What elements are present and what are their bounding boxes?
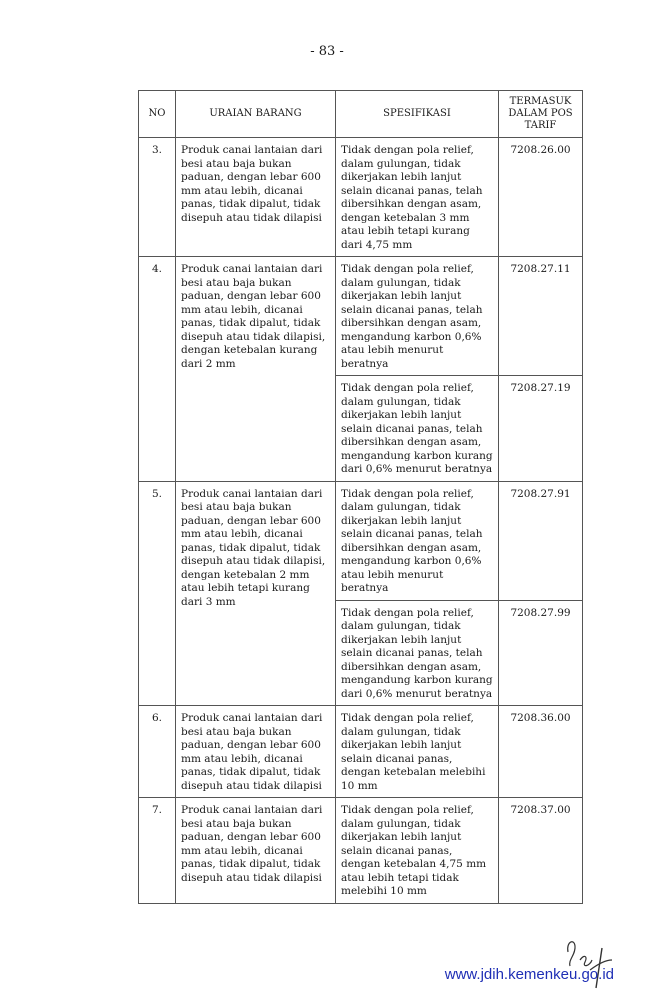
header-no: NO bbox=[139, 91, 176, 138]
table-header-row bbox=[139, 91, 583, 138]
pos-tarif-cell: 7208.26.00 bbox=[499, 138, 583, 257]
row-number: 5. bbox=[139, 481, 176, 706]
spesifikasi-cell: Tidak dengan pola relief, dalam gulungan, tidak dikerjakan lebih lanjut selain dicanai panas, telah dibersihkan dengan asam, dengan ketebalan 3 mm atau lebih tetapi kurang dari 4,75 mm bbox=[336, 138, 499, 257]
uraian-barang-cell: Produk canai lantaian dari besi atau baja bukan paduan, dengan lebar 600 mm atau lebih, dicanai panas, tidak dipalut, tidak disepuh atau tidak dilapisi bbox=[176, 138, 336, 257]
table-row bbox=[139, 798, 583, 904]
spesifikasi-cell: Tidak dengan pola relief, dalam gulungan, tidak dikerjakan lebih lanjut selain dicanai panas, telah dibersihkan dengan asam, mengandung karbon kurang dari 0,6% menurut beratnya bbox=[336, 600, 499, 706]
header-uraian-barang: URAIAN BARANG bbox=[176, 91, 336, 138]
pos-tarif-cell: 7208.37.00 bbox=[499, 798, 583, 904]
uraian-barang-cell: Produk canai lantaian dari besi atau baja bukan paduan, dengan lebar 600 mm atau lebih, dicanai panas, tidak dipalut, tidak disepuh atau tidak dilapisi, dengan ketebalan 2 mm atau lebih tetapi kurang dari 3 mm bbox=[176, 481, 336, 706]
spesifikasi-cell: Tidak dengan pola relief, dalam gulungan, tidak dikerjakan lebih lanjut selain dicanai panas, dengan ketebalan melebihi 10 mm bbox=[336, 706, 499, 798]
pos-tarif-cell: 7208.27.19 bbox=[499, 376, 583, 482]
pos-tarif-cell: 7208.27.91 bbox=[499, 481, 583, 600]
spesifikasi-cell: Tidak dengan pola relief, dalam gulungan, tidak dikerjakan lebih lanjut selain dicanai panas, telah dibersihkan dengan asam, mengandung karbon kurang dari 0,6% menurut beratnya bbox=[336, 376, 499, 482]
spesifikasi-cell: Tidak dengan pola relief, dalam gulungan, tidak dikerjakan lebih lanjut selain dicanai panas, telah dibersihkan dengan asam, mengandung karbon 0,6% atau lebih menurut beratnya bbox=[336, 257, 499, 376]
pos-tarif-cell: 7208.27.99 bbox=[499, 600, 583, 706]
row-number: 7. bbox=[139, 798, 176, 904]
pos-tarif-cell: 7208.36.00 bbox=[499, 706, 583, 798]
table-row bbox=[139, 257, 583, 376]
header-pos-tarif: TERMASUK DALAM POS TARIF bbox=[499, 91, 583, 138]
row-number: 6. bbox=[139, 706, 176, 798]
uraian-barang-cell: Produk canai lantaian dari besi atau baja bukan paduan, dengan lebar 600 mm atau lebih, dicanai panas, tidak dipalut, tidak disepuh atau tidak dilapisi bbox=[176, 706, 336, 798]
uraian-barang-cell: Produk canai lantaian dari besi atau baja bukan paduan, dengan lebar 600 mm atau lebih, dicanai panas, tidak dipalut, tidak disepuh atau tidak dilapisi bbox=[176, 798, 336, 904]
spesifikasi-cell: Tidak dengan pola relief, dalam gulungan, tidak dikerjakan lebih lanjut selain dicanai panas, dengan ketebalan 4,75 mm atau lebih tetapi tidak melebihi 10 mm bbox=[336, 798, 499, 904]
header-spesifikasi: SPESIFIKASI bbox=[336, 91, 499, 138]
pos-tarif-cell: 7208.27.11 bbox=[499, 257, 583, 376]
page-number: - 83 - bbox=[310, 44, 344, 59]
uraian-barang-cell: Produk canai lantaian dari besi atau baja bukan paduan, dengan lebar 600 mm atau lebih, dicanai panas, tidak dipalut, tidak disepuh atau tidak dilapisi, dengan ketebalan kurang dari 2 mm bbox=[176, 257, 336, 482]
tariff-table bbox=[138, 90, 583, 904]
table-row bbox=[139, 481, 583, 600]
row-number: 3. bbox=[139, 138, 176, 257]
spesifikasi-cell: Tidak dengan pola relief, dalam gulungan, tidak dikerjakan lebih lanjut selain dicanai panas, telah dibersihkan dengan asam, mengandung karbon 0,6% atau lebih menurut beratnya bbox=[336, 481, 499, 600]
jdih-link[interactable]: www.jdih.kemenkeu.go.id bbox=[444, 966, 614, 983]
row-number: 4. bbox=[139, 257, 176, 482]
table-row bbox=[139, 138, 583, 257]
table-row bbox=[139, 706, 583, 798]
